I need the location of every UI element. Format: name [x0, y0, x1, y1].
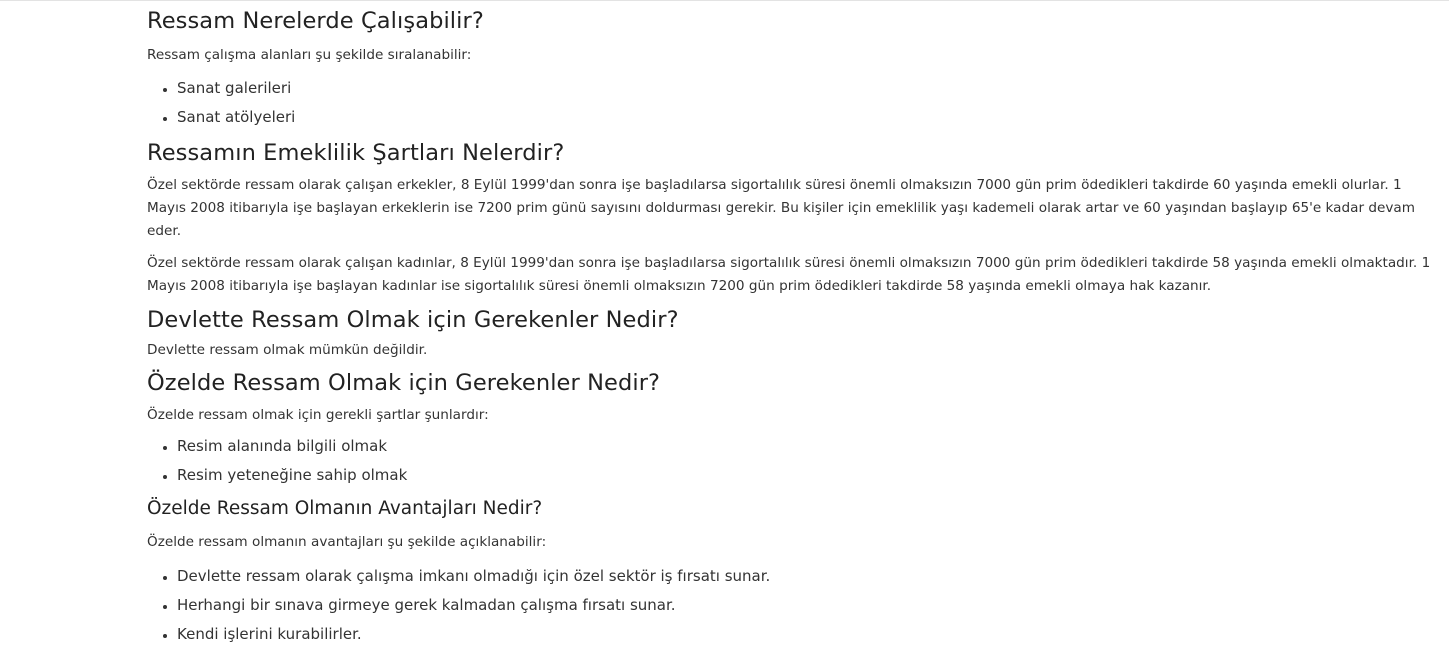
article-content — [147, 0, 1442, 649]
section-intro: Özelde ressam olmak için gerekli şartlar şunlardır: — [147, 407, 489, 423]
section-heading-where-to-work: Ressam Nerelerde Çalışabilir? — [147, 8, 484, 34]
section-intro: Özelde ressam olmanın avantajları şu şekilde açıklanabilir: — [147, 534, 547, 550]
section-intro: Ressam çalışma alanları şu şekilde sıralanabilir: — [147, 47, 472, 63]
list-item: • Devlette ressam olarak çalışma imkanı olmadığı için özel sektör iş fırsatı sunar. — [177, 562, 1442, 591]
section-heading-private-sector: Özelde Ressam Olmak için Gerekenler Nedir? — [147, 370, 661, 396]
list-item: • Sanat galerileri — [177, 74, 1442, 103]
retirement-paragraph-men: Özel sektörde ressam olarak çalışan erkekler, 8 Eylül 1999'dan sonra işe başladılarsa sigortalılık süresi önemli olmaksızın 7000 gün prim ödedikleri takdirde 60 yaşında emekli olurlar. 1 Mayıs 2008 itibarıyla işe başlayan erkeklerin ise 7200 prim günü sayısını doldurması gerekir. Bu kişiler için emeklilik yaşı kademeli olarak artar ve 60 yaşından başlayıp 65'e kadar devam eder. — [147, 177, 1415, 239]
section-heading-public-sector: Devlette Ressam Olmak için Gerekenler Nedir? — [147, 307, 679, 333]
list-item: • Sanat atölyeleri — [177, 103, 1442, 132]
retirement-paragraph-women: Özel sektörde ressam olarak çalışan kadınlar, 8 Eylül 1999'dan sonra işe başladılarsa sigortalılık süresi önemli olmaksızın 7000 gün prim ödedikleri takdirde 58 yaşında emekli olmaktadır. 1 Mayıs 2008 itibarıyla işe başlayan kadınlar ise sigortalılık süresi önemli olmaksızın 7200 gün prim ödedikleri takdirde 58 yaşında emekli olmaya hak kazanır. — [147, 255, 1431, 294]
advantages-list — [147, 562, 1442, 649]
private-requirements-list — [147, 432, 1442, 490]
list-item: • Resim yeteneğine sahip olmak — [177, 461, 1442, 490]
section-intro: Devlette ressam olmak mümkün değildir. — [147, 342, 428, 358]
section-heading-retirement: Ressamın Emeklilik Şartları Nelerdir? — [147, 140, 565, 166]
section-heading-advantages: Özelde Ressam Olmanın Avantajları Nedir? — [147, 498, 543, 519]
list-item: • Herhangi bir sınava girmeye gerek kalmadan çalışma fırsatı sunar. — [177, 591, 1442, 620]
list-item: • Resim alanında bilgili olmak — [177, 432, 1442, 461]
work-areas-list — [147, 74, 1442, 132]
list-item: • Kendi işlerini kurabilirler. — [177, 620, 1442, 649]
